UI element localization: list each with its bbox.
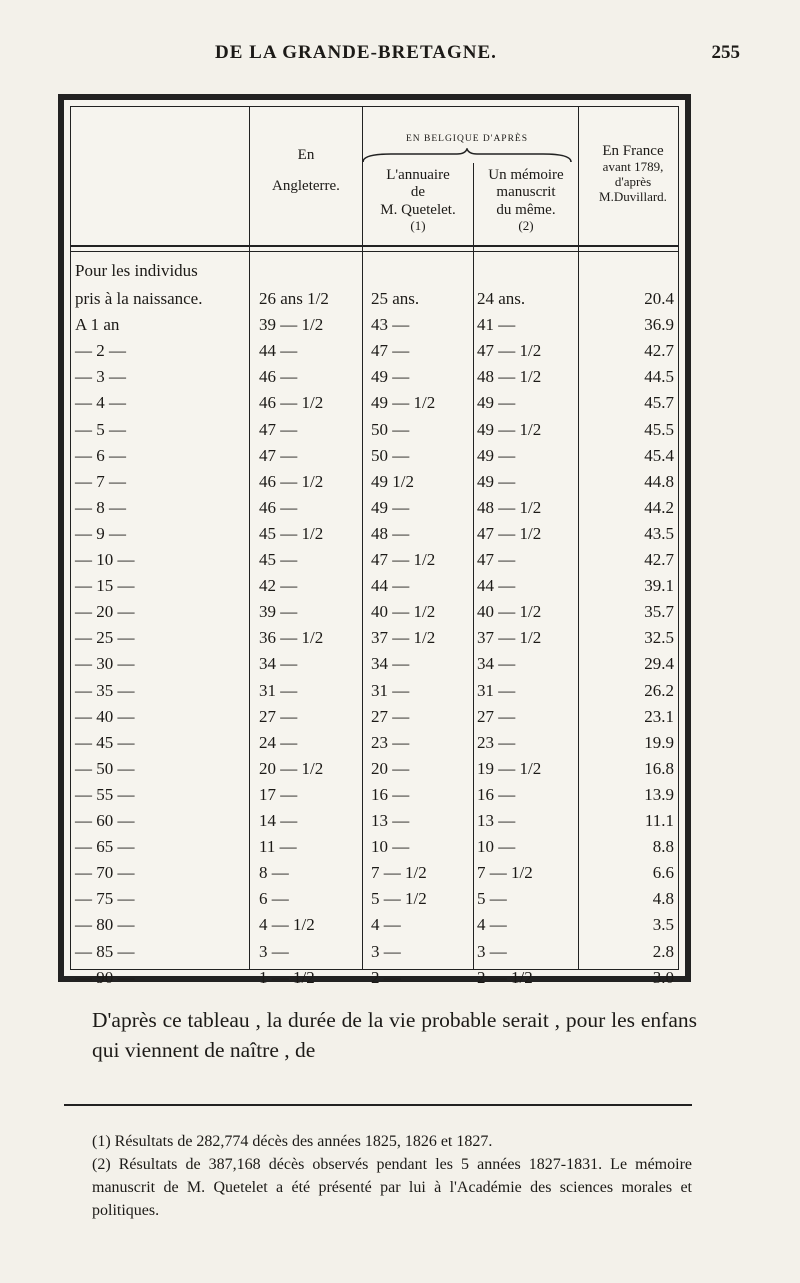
- row-age-label: — 9 —: [75, 523, 126, 543]
- cell-england: 3 —: [259, 941, 289, 961]
- cell-quetelet: 5 — 1/2: [371, 889, 427, 909]
- cell-england: 24 —: [259, 732, 298, 752]
- row-age-label: — 90 —: [75, 967, 135, 987]
- header-france-line: M.Duvillard.: [599, 189, 667, 205]
- table-row: [71, 315, 678, 341]
- brace-icon: [361, 148, 573, 164]
- cell-england: 46 —: [259, 367, 298, 387]
- header-rule: [71, 245, 678, 247]
- cell-quetelet: 16 —: [371, 784, 410, 804]
- cell-quetelet: 2 —: [371, 967, 401, 987]
- table-row: [71, 681, 678, 707]
- cell-quetelet: 50 —: [371, 445, 410, 465]
- cell-memoire: 23 —: [477, 732, 516, 752]
- cell-france: 16.8: [644, 758, 674, 778]
- cell-quetelet: 49 —: [371, 367, 410, 387]
- cell-memoire: 5 —: [477, 889, 507, 909]
- header-memoire-line: Un mémoire: [488, 167, 564, 183]
- header-memoire-note: (2): [518, 217, 534, 233]
- cell-france: 32.5: [644, 628, 674, 648]
- cell-quetelet: 34 —: [371, 654, 410, 674]
- cell-quetelet: 37 — 1/2: [371, 628, 436, 648]
- row-age-label: — 65 —: [75, 837, 135, 857]
- cell-france: 23.1: [644, 706, 674, 726]
- cell-france: 29.4: [644, 654, 674, 674]
- cell-england: 17 —: [259, 784, 298, 804]
- cell-france: 19.9: [644, 732, 674, 752]
- cell-france: 45.4: [644, 445, 674, 465]
- cell-france: 35.7: [644, 602, 674, 622]
- header-quetelet-note: (1): [410, 217, 426, 233]
- cell-france: 42.7: [644, 550, 674, 569]
- cell-england: 34 —: [259, 654, 298, 674]
- cell-quetelet: 27 —: [371, 706, 410, 726]
- cell-france: 44.8: [644, 471, 674, 491]
- footnote-rule: [64, 1104, 692, 1106]
- table-row: [71, 602, 678, 628]
- cell-memoire: 7 — 1/2: [477, 863, 533, 883]
- cell-memoire: 19 — 1/2: [477, 758, 542, 778]
- table-row: [71, 942, 678, 968]
- cell-memoire: 44 —: [477, 576, 516, 596]
- header-quetelet-line: de: [410, 184, 426, 201]
- cell-memoire: 40 — 1/2: [477, 602, 542, 622]
- row-age-label: — 20 —: [75, 602, 135, 622]
- cell-england: 42 —: [259, 576, 298, 596]
- cell-france: 39.1: [644, 576, 674, 596]
- cell-quetelet: 3 —: [371, 941, 401, 961]
- cell-memoire: 10 —: [477, 837, 516, 857]
- footnotes: [92, 1130, 692, 1222]
- cell-memoire: 47 —: [477, 550, 516, 569]
- cell-memoire: 48 — 1/2: [477, 497, 542, 517]
- page-number: 255: [711, 42, 740, 63]
- footnote-1: (1) Résultats de 282,774 décès des années 1825, 1826 et 1827.: [92, 1133, 493, 1150]
- cell-memoire: 47 — 1/2: [477, 523, 542, 543]
- row-age-label: — 55 —: [75, 784, 135, 804]
- table-row: [71, 785, 678, 811]
- cell-england: 20 — 1/2: [259, 758, 324, 778]
- cell-england: 46 — 1/2: [259, 471, 324, 491]
- table-row: [71, 472, 678, 498]
- table-row: [71, 889, 678, 915]
- cell-memoire: 31 —: [477, 680, 516, 700]
- table-row: [71, 915, 678, 941]
- header-france-line: En France: [602, 143, 664, 159]
- table-row: [71, 576, 678, 602]
- cell-memoire: 37 — 1/2: [477, 628, 542, 648]
- cell-memoire: 2 — 1/2: [477, 967, 533, 987]
- table-row: [71, 446, 678, 472]
- cell-england: 36 — 1/2: [259, 628, 324, 648]
- cell-france: 11.1: [644, 811, 674, 830]
- row-age-label: — 35 —: [75, 680, 135, 700]
- row-age-label: — 10 —: [75, 550, 135, 569]
- table-row: [71, 968, 678, 994]
- header-memoire-line: du même.: [496, 201, 556, 218]
- cell-memoire: 3 —: [477, 941, 507, 961]
- cell-france: 20.4: [644, 289, 674, 308]
- table-row: [71, 550, 678, 576]
- header-france-line: d'après: [614, 174, 652, 190]
- cell-england: 31 —: [259, 680, 298, 700]
- cell-quetelet: 23 —: [371, 732, 410, 752]
- cell-quetelet: 47 — 1/2: [371, 550, 436, 569]
- table-row: [71, 341, 678, 367]
- cell-memoire: 34 —: [477, 654, 516, 674]
- cell-memoire: 13 —: [477, 811, 516, 830]
- table-row: [71, 498, 678, 524]
- cell-quetelet: 7 — 1/2: [371, 863, 427, 883]
- cell-england: 11 —: [259, 837, 297, 857]
- cell-quetelet: 25 ans.: [371, 289, 420, 308]
- cell-quetelet: 31 —: [371, 680, 410, 700]
- row-age-label: — 2 —: [75, 341, 126, 361]
- cell-memoire: 49 —: [477, 393, 516, 413]
- page-header: [60, 40, 740, 72]
- cell-france: 36.9: [644, 315, 674, 335]
- header-belgique: EN BELGIQUE D'APRÈS: [405, 134, 529, 144]
- cell-quetelet: 48 —: [371, 523, 410, 543]
- header-england-top: En: [297, 147, 315, 163]
- row-age-label: — 70 —: [75, 863, 135, 883]
- cell-france: 45.7: [644, 393, 674, 413]
- row-age-label: — 5 —: [75, 419, 126, 439]
- row-age-label: — 15 —: [75, 576, 135, 596]
- cell-france: 4.8: [652, 889, 674, 909]
- cell-france: 26.2: [644, 680, 674, 700]
- cell-quetelet: 13 —: [371, 811, 410, 830]
- cell-quetelet: 47 —: [371, 341, 410, 361]
- row-age-label: — 8 —: [75, 497, 126, 517]
- table-row: [71, 393, 678, 419]
- cell-memoire: 49 —: [477, 445, 516, 465]
- header-memoire-line: manuscrit: [496, 184, 556, 201]
- header-rule-thin: [71, 251, 678, 252]
- row-age-label: — 7 —: [75, 471, 126, 491]
- cell-memoire: 48 — 1/2: [477, 367, 542, 387]
- cell-quetelet: 20 —: [371, 758, 410, 778]
- table-row: [71, 837, 678, 863]
- cell-england: 44 —: [259, 341, 298, 361]
- cell-england: 4 — 1/2: [259, 915, 315, 935]
- header-england: [251, 147, 361, 196]
- row-age-label: pris à la naissance.: [75, 289, 203, 308]
- cell-england: 1 — 1/2: [259, 967, 315, 987]
- cell-france: 42.7: [644, 341, 674, 361]
- cell-england: 26 ans 1/2: [259, 289, 329, 308]
- table-row: [71, 733, 678, 759]
- cell-england: 39 —: [259, 602, 298, 622]
- cell-quetelet: 40 — 1/2: [371, 602, 436, 622]
- row-age-label: — 50 —: [75, 758, 135, 778]
- table-row: [71, 289, 678, 315]
- table-row: [71, 367, 678, 393]
- cell-england: 47 —: [259, 445, 298, 465]
- cell-france: 45.5: [644, 419, 674, 439]
- cell-memoire: 47 — 1/2: [477, 341, 542, 361]
- cell-france: 13.9: [644, 784, 674, 804]
- row-age-label: — 30 —: [75, 654, 135, 674]
- cell-france: 43.5: [644, 523, 674, 543]
- header-england-bottom: Angleterre.: [272, 178, 340, 195]
- table-row: [71, 654, 678, 680]
- table-row: [71, 420, 678, 446]
- cell-france: 3.5: [652, 915, 674, 935]
- cell-england: 45 —: [259, 550, 298, 569]
- cell-england: 46 — 1/2: [259, 393, 324, 413]
- cell-memoire: 24 ans.: [477, 289, 526, 308]
- cell-quetelet: 10 —: [371, 837, 410, 857]
- header-quetelet-line: L'annuaire: [386, 167, 450, 183]
- cell-quetelet: 49 — 1/2: [371, 393, 436, 413]
- row-age-label: — 25 —: [75, 628, 135, 648]
- cell-france: 44.2: [644, 497, 674, 517]
- cell-quetelet: 4 —: [371, 915, 401, 935]
- cell-quetelet: 49 1/2: [371, 471, 414, 491]
- row-age-label: — 4 —: [75, 393, 126, 413]
- table-row: [71, 707, 678, 733]
- cell-france: 3.0: [652, 967, 674, 987]
- row-pre-label: Pour les individus: [75, 261, 198, 280]
- cell-france: 8.8: [652, 837, 674, 857]
- cell-quetelet: 49 —: [371, 497, 410, 517]
- cell-england: 6 —: [259, 889, 289, 909]
- table-inner: [70, 106, 679, 987]
- header-quetelet-line: M. Quetelet.: [380, 201, 456, 218]
- row-age-label: — 60 —: [75, 811, 135, 830]
- cell-france: 6.6: [652, 863, 674, 883]
- cell-memoire: 49 —: [477, 471, 516, 491]
- cell-quetelet: 50 —: [371, 419, 410, 439]
- row-age-label: — 85 —: [75, 941, 135, 961]
- cell-england: 14 —: [259, 811, 298, 830]
- cell-memoire: 27 —: [477, 706, 516, 726]
- cell-england: 45 — 1/2: [259, 523, 324, 543]
- header-france: [580, 143, 686, 205]
- table-row: [71, 628, 678, 654]
- cell-england: 8 —: [259, 863, 289, 883]
- cell-memoire: 41 —: [477, 315, 516, 335]
- table-row: [71, 759, 678, 785]
- life-expectancy-table: [58, 94, 691, 987]
- cell-england: 46 —: [259, 497, 298, 517]
- header-quetelet: [363, 167, 473, 234]
- cell-france: 2.8: [652, 941, 674, 961]
- cell-france: 44.5: [644, 367, 674, 387]
- cell-england: 27 —: [259, 706, 298, 726]
- row-age-label: — 80 —: [75, 915, 135, 935]
- cell-quetelet: 43 —: [371, 315, 410, 335]
- header-france-line: avant 1789,: [602, 159, 664, 175]
- cell-quetelet: 44 —: [371, 576, 410, 596]
- row-age-label: — 45 —: [75, 732, 135, 752]
- table-row: [71, 811, 678, 837]
- running-head: DE LA GRANDE-BRETAGNE.: [215, 42, 497, 63]
- table-row: [71, 863, 678, 889]
- row-age-label: — 6 —: [75, 445, 126, 465]
- row-age-label: A 1 an: [75, 315, 120, 335]
- header-memoire: [475, 167, 577, 234]
- cell-memoire: 49 — 1/2: [477, 419, 542, 439]
- cell-england: 39 — 1/2: [259, 315, 324, 335]
- cell-memoire: 16 —: [477, 784, 516, 804]
- cell-memoire: 4 —: [477, 915, 507, 935]
- row-age-label: — 40 —: [75, 706, 135, 726]
- row-age-label: — 75 —: [75, 889, 135, 909]
- footnote-2: (2) Résultats de 387,168 décès observés pendant les 5 années 1827-1831. Le mémoire manuscrit de M. Quetelet a été présenté par lui à l'Académie des sciences morales et politiques.: [92, 1156, 692, 1219]
- row-age-label: — 3 —: [75, 367, 126, 387]
- cell-england: 47 —: [259, 419, 298, 439]
- table-row: [71, 524, 678, 550]
- body-paragraph: D'après ce tableau , la durée de la vie probable serait , pour les enfans qui viennent de naître , de: [92, 1008, 697, 1062]
